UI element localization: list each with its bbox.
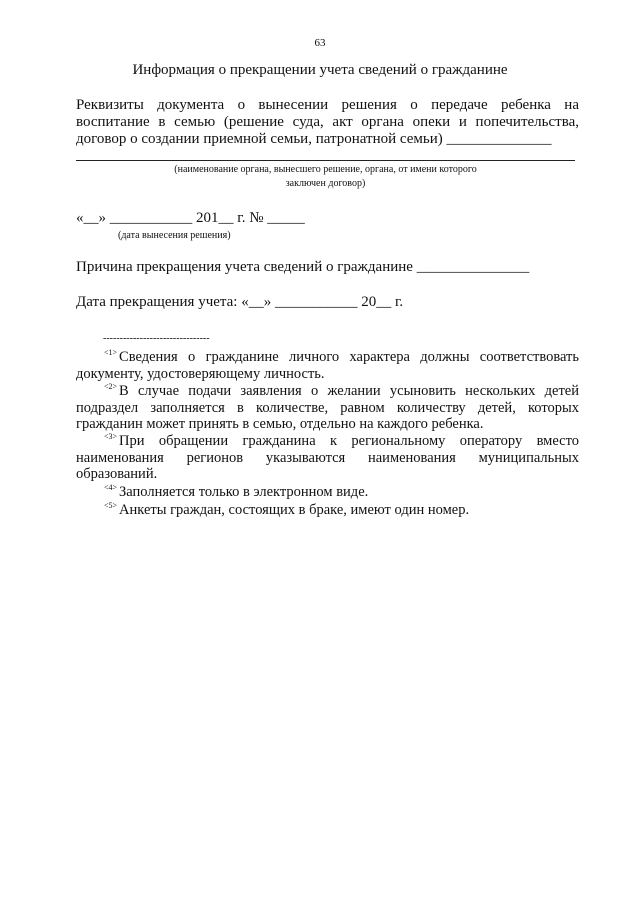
requisites-line: Реквизиты документа о вынесении решения о передаче ребенка на [76,97,579,113]
footnote-text: Заполняется только в электронном виде. [119,484,369,500]
requisites-paragraph [76,97,579,148]
requisites-fill-line [76,160,575,161]
footnote-mark: <5> [104,501,118,510]
caption-line: (наименование органа, вынесшего решение, органа, от имени которого [174,164,477,175]
footnote-text: наименования регионов указываются наименования муниципальных [76,449,579,466]
footnote-text: образований. [76,466,158,482]
termination-reason-line: Причина прекращения учета сведений о гражданине _______________ [76,259,530,275]
footnote-mark: <4> [104,483,118,492]
footnote-text: подраздел заполняется в количестве, равном количеству детей, которых [76,399,579,416]
footnote-text: При обращении гражданина к региональному оператору вместо [119,433,579,449]
footnote-mark: <3> [104,432,118,441]
footnote-1 [76,345,579,382]
termination-date-line: Дата прекращения учета: «__» ___________ 20__ г. [76,294,404,310]
footnote-2 [76,379,579,433]
footnote-5 [76,498,579,519]
footnote-text: Анкеты граждан, состоящих в браке, имеют один номер. [119,502,470,518]
footnote-text: гражданин может принять в семью, отдельно на каждого ребенка. [76,416,484,432]
footnote-separator: -------------------------------- [103,333,210,344]
page-number: 63 [314,37,326,49]
requisites-line: воспитание в семью (решение суда, акт органа опеки и попечительства, [76,114,579,130]
footnote-text: Сведения о гражданине личного характера должны соответствовать [119,349,579,365]
footnote-mark: <2> [104,382,118,391]
decision-date-caption: (дата вынесения решения) [118,230,231,241]
requisites-line: договор о создании приемной семьи, патронатной семьи) ______________ [76,131,552,147]
caption-line: заключен договор) [285,178,366,189]
footnote-3 [76,429,579,483]
footnote-mark: <1> [104,348,118,357]
decision-date-line: «__» ___________ 201__ г. № _____ [76,210,305,226]
page-title: Информация о прекращении учета сведений о гражданине [132,62,508,78]
footnote-text: документу, удостоверяющему личность. [76,365,325,382]
footnote-text: В случае подачи заявления о желании усыновить нескольких детей [119,383,579,399]
requisites-caption [76,163,575,191]
